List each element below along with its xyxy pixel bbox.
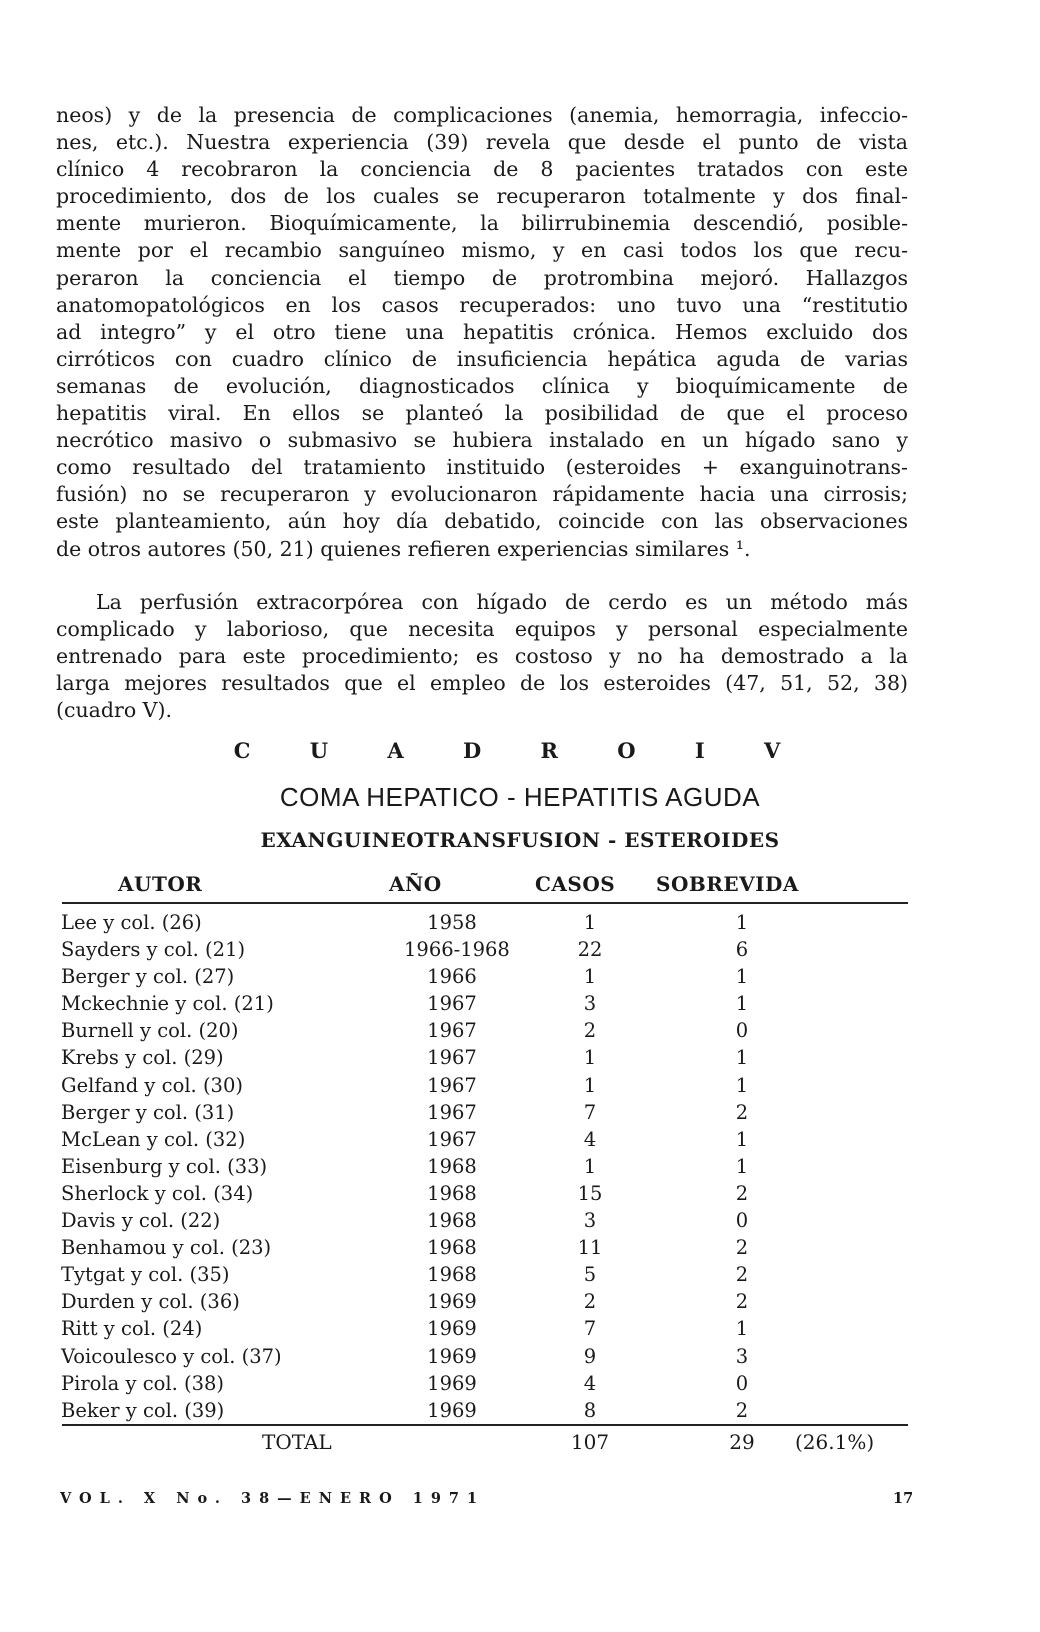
total-sobrevida: 29 — [729, 1430, 755, 1454]
year-cell: 1966 — [427, 965, 477, 989]
text-line: como resultado del tratamiento instituido (esteroides + exanguinotrans- — [56, 455, 908, 480]
cases-cell: 9 — [583, 1344, 597, 1368]
paragraph-complications — [56, 102, 908, 563]
survival-cell: 1 — [735, 1073, 749, 1097]
year-cell: 1967 — [427, 992, 477, 1016]
text-line: cirróticos con cuadro clínico de insuficiencia hepática aguda de varias — [56, 346, 908, 371]
table-row — [0, 1209, 1040, 1236]
year-cell: 1968 — [427, 1236, 477, 1260]
total-percent: (26.1%) — [795, 1430, 875, 1454]
author-cell: Krebs y col. (29) — [61, 1046, 224, 1070]
author-cell: Durden y col. (36) — [61, 1290, 240, 1314]
year-cell: 1967 — [427, 1019, 477, 1043]
author-cell: Sayders y col. (21) — [61, 938, 246, 962]
cases-cell: 1 — [583, 1046, 597, 1070]
author-cell: Ritt y col. (24) — [61, 1317, 203, 1341]
survival-cell: 0 — [735, 1019, 749, 1043]
cases-cell: 1 — [583, 1073, 597, 1097]
author-cell: Burnell y col. (20) — [61, 1019, 239, 1043]
cases-cell: 2 — [583, 1290, 597, 1314]
survival-cell: 1 — [735, 1317, 749, 1341]
author-cell: Berger y col. (31) — [61, 1100, 235, 1124]
author-cell: Berger y col. (27) — [61, 965, 235, 989]
table-row — [0, 1101, 1040, 1128]
cases-cell: 3 — [583, 1209, 597, 1233]
survival-cell: 3 — [735, 1344, 749, 1368]
year-cell: 1969 — [427, 1371, 477, 1395]
cases-cell: 8 — [583, 1398, 597, 1422]
text-line: mente por el recambio sanguíneo mismo, y en casi todos los que recu- — [56, 238, 908, 263]
table-row — [0, 1263, 1040, 1290]
survival-cell: 1 — [735, 1127, 749, 1151]
survival-cell: 0 — [735, 1209, 749, 1233]
year-cell: 1968 — [427, 1209, 477, 1233]
text-line: de otros autores (50, 21) quienes refieren experiencias similares ¹. — [56, 536, 751, 561]
table-row — [0, 911, 1040, 938]
text-line: necrótico masivo o submasivo se hubiera instalado en un hígado sano y — [56, 428, 908, 453]
table-row — [0, 1372, 1040, 1399]
author-cell: Benhamou y col. (23) — [61, 1236, 272, 1260]
author-cell: Mckechnie y col. (21) — [61, 992, 274, 1016]
text-line: complicado y laborioso, que necesita equipos y personal especialmente — [56, 617, 908, 642]
table-row — [0, 965, 1040, 992]
year-cell: 1969 — [427, 1398, 477, 1422]
survival-cell: 2 — [735, 1181, 749, 1205]
survival-cell: 2 — [735, 1236, 749, 1260]
text-line: neos) y de la presencia de complicaciones (anemia, hemorragia, infeccio- — [56, 103, 908, 127]
year-cell: 1968 — [427, 1263, 477, 1287]
text-line: larga mejores resultados que el empleo de los esteroides (47, 51, 52, 38) — [56, 671, 908, 696]
survival-cell: 2 — [735, 1263, 749, 1287]
table-row — [0, 1019, 1040, 1046]
cases-cell: 1 — [583, 965, 597, 989]
table-title: COMA HEPATICO - HEPATITIS AGUDA — [279, 782, 761, 812]
table-body — [0, 911, 1040, 1426]
column-header-casos: CASOS — [535, 872, 616, 896]
table-subtitle: EXANGUINEOTRANSFUSION - ESTEROIDES — [260, 828, 780, 852]
year-cell: 1958 — [427, 911, 477, 934]
author-cell: Pirola y col. (38) — [61, 1371, 225, 1395]
cases-cell: 2 — [583, 1019, 597, 1043]
text-line: hepatitis viral. En ellos se planteó la posibilidad de que el proceso — [56, 401, 908, 426]
table-row — [0, 1182, 1040, 1209]
table-row — [0, 1345, 1040, 1372]
text-line: peraron la conciencia el tiempo de protrombina mejoró. Hallazgos — [56, 265, 908, 290]
text-line: nes, etc.). Nuestra experiencia (39) revela que desde el punto de vista — [56, 130, 908, 155]
table-bottom-rule — [62, 1424, 908, 1426]
table-row — [0, 992, 1040, 1019]
table-row — [0, 1399, 1040, 1426]
total-casos: 107 — [570, 1430, 610, 1454]
survival-cell: 6 — [735, 938, 749, 962]
year-cell: 1968 — [427, 1181, 477, 1205]
cases-cell: 7 — [583, 1100, 597, 1124]
year-cell: 1967 — [427, 1073, 477, 1097]
text-line: mente murieron. Bioquímicamente, la bilirrubinemia descendió, posible- — [56, 211, 908, 236]
text-line: procedimiento, dos de los cuales se recuperaron totalmente y dos final- — [56, 184, 908, 209]
total-label: TOTAL — [262, 1430, 332, 1454]
text-line: ad integro” y el otro tiene una hepatitis crónica. Hemos excluido dos — [56, 319, 908, 344]
cases-cell: 1 — [583, 911, 597, 934]
table-row — [0, 1074, 1040, 1101]
table-row — [0, 1236, 1040, 1263]
year-cell: 1968 — [427, 1154, 477, 1178]
year-cell: 1966-1968 — [404, 938, 510, 962]
year-cell: 1969 — [427, 1344, 477, 1368]
survival-cell: 2 — [735, 1100, 749, 1124]
author-cell: Sherlock y col. (34) — [61, 1181, 254, 1205]
year-cell: 1967 — [427, 1100, 477, 1124]
table-row — [0, 1290, 1040, 1317]
survival-cell: 1 — [735, 1046, 749, 1070]
author-cell: Lee y col. (26) — [61, 911, 202, 934]
survival-cell: 2 — [735, 1398, 749, 1422]
cases-cell: 3 — [583, 992, 597, 1016]
author-cell: Eisenburg y col. (33) — [61, 1154, 268, 1178]
table-row — [0, 1155, 1040, 1182]
cases-cell: 11 — [577, 1236, 603, 1260]
year-cell: 1967 — [427, 1127, 477, 1151]
survival-cell: 2 — [735, 1290, 749, 1314]
cases-cell: 22 — [577, 938, 603, 962]
journal-footer: VOL. X No. 38—ENERO 1971 — [60, 1490, 486, 1507]
author-cell: Voicoulesco y col. (37) — [61, 1344, 282, 1368]
text-line: anatomopatológicos en los casos recuperados: uno tuvo una “restitutio — [56, 292, 908, 317]
table-row — [0, 1046, 1040, 1073]
text-line: La perfusión extracorpórea con hígado de cerdo es un método más — [96, 590, 908, 614]
author-cell: Gelfand y col. (30) — [61, 1073, 243, 1097]
cases-cell: 7 — [583, 1317, 597, 1341]
table-row — [0, 1128, 1040, 1155]
author-cell: Beker y col. (39) — [61, 1398, 225, 1422]
year-cell: 1969 — [427, 1290, 477, 1314]
text-line: entrenado para este procedimiento; es costoso y no ha demostrado a la — [56, 644, 908, 669]
survival-cell: 1 — [735, 992, 749, 1016]
survival-cell: 1 — [735, 1154, 749, 1178]
text-line: (cuadro V). — [56, 698, 173, 723]
author-cell: Davis y col. (22) — [61, 1209, 221, 1233]
survival-cell: 1 — [735, 965, 749, 989]
column-header-autor: AUTOR — [118, 872, 203, 896]
author-cell: Tytgat y col. (35) — [61, 1263, 230, 1287]
text-line: fusión) no se recuperaron y evolucionaron rápidamente hacia una cirrosis; — [56, 482, 908, 507]
cases-cell: 5 — [583, 1263, 597, 1287]
paragraph-perfusion — [56, 589, 908, 724]
author-cell: McLean y col. (32) — [61, 1127, 246, 1151]
column-header-sobrevida: SOBREVIDA — [656, 872, 799, 896]
survival-cell: 0 — [735, 1371, 749, 1395]
year-cell: 1969 — [427, 1317, 477, 1341]
survival-cell: 1 — [735, 911, 749, 934]
text-line: este planteamiento, aún hoy día debatido, coincide con las observaciones — [56, 509, 908, 534]
cases-cell: 4 — [583, 1371, 597, 1395]
column-header-ano: AÑO — [389, 872, 442, 896]
table-row — [0, 1317, 1040, 1344]
cases-cell: 4 — [583, 1127, 597, 1151]
table-label: C U A D R O I V — [233, 738, 807, 763]
cases-cell: 1 — [583, 1154, 597, 1178]
page-number: 17 — [893, 1490, 914, 1507]
cases-cell: 15 — [577, 1181, 603, 1205]
year-cell: 1967 — [427, 1046, 477, 1070]
table-row — [0, 938, 1040, 965]
table-top-rule — [62, 902, 908, 904]
text-line: semanas de evolución, diagnosticados clínica y bioquímicamente de — [56, 373, 908, 398]
text-line: clínico 4 recobraron la conciencia de 8 pacientes tratados con este — [56, 157, 908, 182]
